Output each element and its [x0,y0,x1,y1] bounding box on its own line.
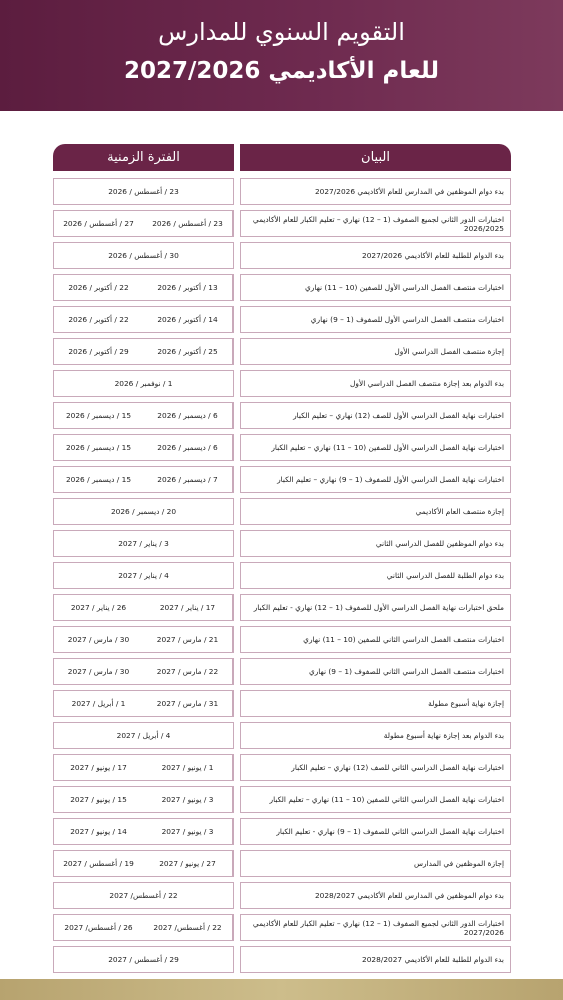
row-period [53,210,234,237]
row-description: اختبارات الدور الثاني لجميع الصفوف (1 – 12) نهاري – تعليم الكبار للعام الأكاديمي 2026/2025 [240,210,511,237]
row-period [53,690,234,717]
row-period [53,722,234,749]
row-description: اختبارات نهاية الفصل الدراسي الثاني للصف (12) نهاري – تعليم الكبار [240,754,511,781]
period-start: 6 / ديسمبر / 2026 [143,403,233,428]
page-title: التقويم السنوي للمدارس [158,18,405,46]
row-description: اختبارات نهاية الفصل الدراسي الثاني للصفين (10 – 11) نهاري – تعليم الكبار [240,786,511,813]
period-end: 26 / أغسطس/ 2027 [64,923,133,932]
row-period [53,530,234,557]
period-end: 26 / يناير / 2027 [70,603,127,612]
footer-bar [0,979,563,1000]
table-row [0,721,563,751]
period-start: 17 / يناير / 2027 [143,595,233,620]
period-end: 29 / أكتوبر / 2026 [68,347,129,356]
table-row [0,625,563,655]
period-end: 15 / ديسمبر / 2026 [65,475,132,484]
row-description: اختبارات نهاية الفصل الدراسي الثاني للصفوف (1 – 9) نهاري - تعليم الكبار [240,818,511,845]
period-end: 17 / يونيو / 2027 [70,763,127,772]
row-description: اختبارات منتصف الفصل الدراسي الثاني للصفوف (1 – 9) نهاري [240,658,511,685]
row-description: اختبارات نهاية الفصل الدراسي الأول للصفين (10 – 11) نهاري – تعليم الكبار [240,434,511,461]
row-description: اختبارات منتصف الفصل الدراسي الثاني للصفين (10 – 11) نهاري [240,626,511,653]
row-description: إجازة نهاية أسبوع مطولة [240,690,511,717]
period-end: 19 / أغسطس / 2027 [63,859,134,868]
period-start: 21 / مارس / 2027 [143,627,233,652]
row-period [53,338,234,365]
row-description: ملحق اختبارات نهاية الفصل الدراسي الأول للصفوف (1 – 12) نهاري - تعليم الكبار [240,594,511,621]
period-end: 30 / مارس / 2027 [67,667,130,676]
table-row [0,401,563,431]
title-banner [0,0,563,111]
period-start: 7 / ديسمبر / 2026 [143,467,233,492]
table-row [0,945,563,975]
row-description: اختبارات نهاية الفصل الدراسي الأول للصف (12) نهاري – تعليم الكبار [240,402,511,429]
period-start: 31 / مارس / 2027 [143,691,233,716]
table-row [0,817,563,847]
table-row [0,177,563,207]
period-date: 30 / أغسطس / 2026 [108,251,179,260]
period-end: 1 / أبريل / 2027 [71,699,126,708]
calendar-table [0,177,563,977]
table-row [0,881,563,911]
period-start: 22 / أغسطس/ 2027 [143,915,233,940]
period-date: 23 / أغسطس / 2026 [108,187,179,196]
period-end: 15 / ديسمبر / 2026 [65,443,132,452]
row-description: بدء دوام الموظفين للفصل الدراسي الثاني [240,530,511,557]
row-period [53,594,234,621]
table-row [0,529,563,559]
row-period [53,242,234,269]
row-description: بدء الدوام للطلبة للعام الأكاديمي 2028/2027 [240,946,511,973]
table-row [0,593,563,623]
table-row [0,849,563,879]
row-period [53,754,234,781]
table-row [0,561,563,591]
column-header-period: الفترة الزمنية [53,144,234,171]
row-description: اختبارات الدور الثاني لجميع الصفوف (1 – 12) نهاري – تعليم الكبار للعام الأكاديمي 2027/2026 [240,914,511,941]
table-row [0,497,563,527]
row-description: بدء الدوام بعد إجازة منتصف الفصل الدراسي الأول [240,370,511,397]
row-description: بدء دوام الموظفين في المدارس للعام الأكاديمي 2028/2027 [240,882,511,909]
row-period [53,946,234,973]
row-period [53,818,234,845]
row-period [53,434,234,461]
period-end: 15 / يونيو / 2027 [70,795,127,804]
row-description: اختبارات نهاية الفصل الدراسي الأول للصفوف (1 – 9) نهاري – تعليم الكبار [240,466,511,493]
table-row [0,657,563,687]
row-description: إجازة منتصف الفصل الدراسي الأول [240,338,511,365]
row-description: إجازة الموظفين في المدارس [240,850,511,877]
page-subtitle: للعام الأكاديمي 2027/2026 [123,58,440,84]
row-period [53,850,234,877]
table-row [0,241,563,271]
row-description: اختبارات منتصف الفصل الدراسي الأول للصفوف (1 – 9) نهاري [240,306,511,333]
table-row [0,785,563,815]
period-date: 20 / ديسمبر / 2026 [110,507,177,516]
row-period [53,658,234,685]
period-date: 29 / أغسطس / 2027 [108,955,179,964]
row-description: بدء الدوام بعد إجازة نهاية أسبوع مطولة [240,722,511,749]
column-header-description: البيان [240,144,511,171]
table-row [0,689,563,719]
period-date: 4 / يناير / 2027 [118,571,169,580]
period-start: 27 / يونيو / 2027 [143,851,233,876]
row-period [53,914,234,941]
period-date: 4 / أبريل / 2027 [116,731,171,740]
period-start: 22 / مارس / 2027 [143,659,233,684]
table-row [0,305,563,335]
period-start: 13 / أكتوبر / 2026 [143,275,233,300]
period-start: 3 / يونيو / 2027 [143,819,233,844]
table-row [0,273,563,303]
period-end: 14 / يونيو / 2027 [70,827,127,836]
row-description: اختبارات منتصف الفصل الدراسي الأول للصفين (10 – 11) نهاري [240,274,511,301]
table-row [0,913,563,943]
row-period [53,274,234,301]
row-period [53,466,234,493]
table-row [0,369,563,399]
period-start: 3 / يونيو / 2027 [143,787,233,812]
period-date: 1 / نوفمبر / 2026 [114,379,173,388]
row-description: بدء الدوام للطلبة للعام الأكاديمي 2027/2026 [240,242,511,269]
period-end: 27 / أغسطس / 2026 [63,219,134,228]
row-period [53,402,234,429]
table-row [0,465,563,495]
row-period [53,498,234,525]
row-description: بدء دوام الطلبة للفصل الدراسي الثاني [240,562,511,589]
table-row [0,433,563,463]
row-description: إجازة منتصف العام الأكاديمي [240,498,511,525]
row-period [53,370,234,397]
period-start: 23 / أغسطس / 2026 [143,211,233,236]
table-row [0,337,563,367]
period-start: 25 / أكتوبر / 2026 [143,339,233,364]
row-period [53,626,234,653]
row-period [53,562,234,589]
period-start: 14 / أكتوبر / 2026 [143,307,233,332]
row-period [53,786,234,813]
table-row [0,209,563,239]
table-row [0,753,563,783]
period-start: 6 / ديسمبر / 2026 [143,435,233,460]
period-end: 15 / ديسمبر / 2026 [65,411,132,420]
period-start: 1 / يونيو / 2027 [143,755,233,780]
row-period [53,882,234,909]
period-end: 30 / مارس / 2027 [67,635,130,644]
row-period [53,306,234,333]
period-end: 22 / أكتوبر / 2026 [68,315,129,324]
period-date: 3 / يناير / 2027 [118,539,169,548]
row-period [53,178,234,205]
period-end: 22 / أكتوبر / 2026 [68,283,129,292]
period-date: 22 / أغسطس/ 2027 [109,891,178,900]
row-description: بدء دوام الموظفين في المدارس للعام الأكاديمي 2027/2026 [240,178,511,205]
